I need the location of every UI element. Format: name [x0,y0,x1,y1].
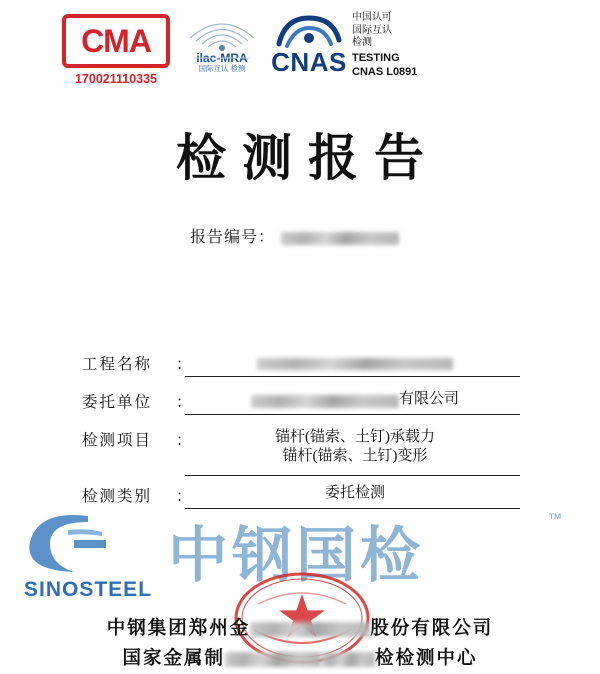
report-fields [0,352,600,522]
watermark-text: 中钢国检 [168,521,424,591]
field-row-project-name [0,352,600,390]
watermark-english-text: SINOSTEEL [24,578,153,601]
issuer-center-suffix: 检检测中心 [375,649,478,669]
svg-text:国际互认 检测: 国际互认 检测 [198,64,246,73]
issuer-company-redacted [250,622,370,637]
test-item-line-2: 锚杆(锚索、土钉)变形 [282,448,428,464]
field-row-test-items [0,428,600,484]
certification-badge-row [0,8,600,113]
issuer-center-redacted-b [321,652,375,667]
issuer-center-redacted-a [225,652,321,667]
report-number-row [190,224,399,247]
test-item-line-1: 锚杆(锚索、土钉)承载力 [275,429,435,445]
field-label-test-category: 检测类别 [82,488,153,505]
cnas-lab-code: CNAS L0891 [352,66,418,79]
project-name-redacted-value [257,358,453,370]
issuer-footer [0,614,600,674]
ilac-mra-icon [180,12,264,74]
cnas-cn-line3: 检测 [352,37,372,48]
field-colon-test-items: ： [176,432,192,449]
issuer-company-suffix: 股份有限公司 [370,619,494,639]
document-title: 检测报告 [176,128,440,187]
cnas-testing-label: TESTING [352,51,400,64]
issuer-company-line [0,614,600,644]
issuer-company-prefix: 中钢集团郑州金 [106,619,251,639]
client-unit-redacted-value [251,395,399,408]
field-colon-project-name: ： [176,356,192,373]
cnas-cn-line2: 国际互认 [352,24,392,36]
field-label-client-unit: 委托单位 [82,394,153,411]
field-value-client-unit [190,390,520,409]
issuer-center-line [0,644,600,674]
cma-mark-box [62,14,170,68]
field-underline-project-name [185,376,520,377]
field-value-test-category: 委托检测 [324,485,385,501]
field-row-test-category [0,484,600,522]
watermark-trademark: ™ [548,510,562,526]
svg-text:ilac-MRA: ilac-MRA [196,51,248,65]
field-underline-client-unit [185,414,520,415]
cnas-badge [270,14,348,75]
field-underline-test-items [185,475,520,476]
report-number-redacted-value [281,232,399,245]
cnas-cn-line1: 中国认可 [352,12,392,23]
field-label-test-items: 检测项目 [82,432,153,449]
cnas-accreditation-text [352,12,462,80]
client-unit-suffix: 有限公司 [398,391,459,408]
field-label-project-name: 工程名称 [82,356,153,373]
field-underline-test-category [185,508,520,509]
cma-badge [62,14,170,86]
field-row-client-unit [0,390,600,428]
field-value-test-items [190,428,520,466]
field-colon-test-category: ： [176,488,192,505]
field-value-project-name [190,352,520,371]
ilac-mra-badge [180,12,264,74]
cnas-swoosh-icon [275,14,343,48]
cma-mark-text: CMA [81,23,151,59]
cnas-mark-text: CNAS [271,47,347,77]
report-number-label: 报告编号： [190,229,276,246]
field-colon-client-unit: ： [176,394,192,411]
issuer-center-prefix: 国家金属制 [122,649,225,669]
cma-certificate-number: 170021110335 [74,72,158,86]
